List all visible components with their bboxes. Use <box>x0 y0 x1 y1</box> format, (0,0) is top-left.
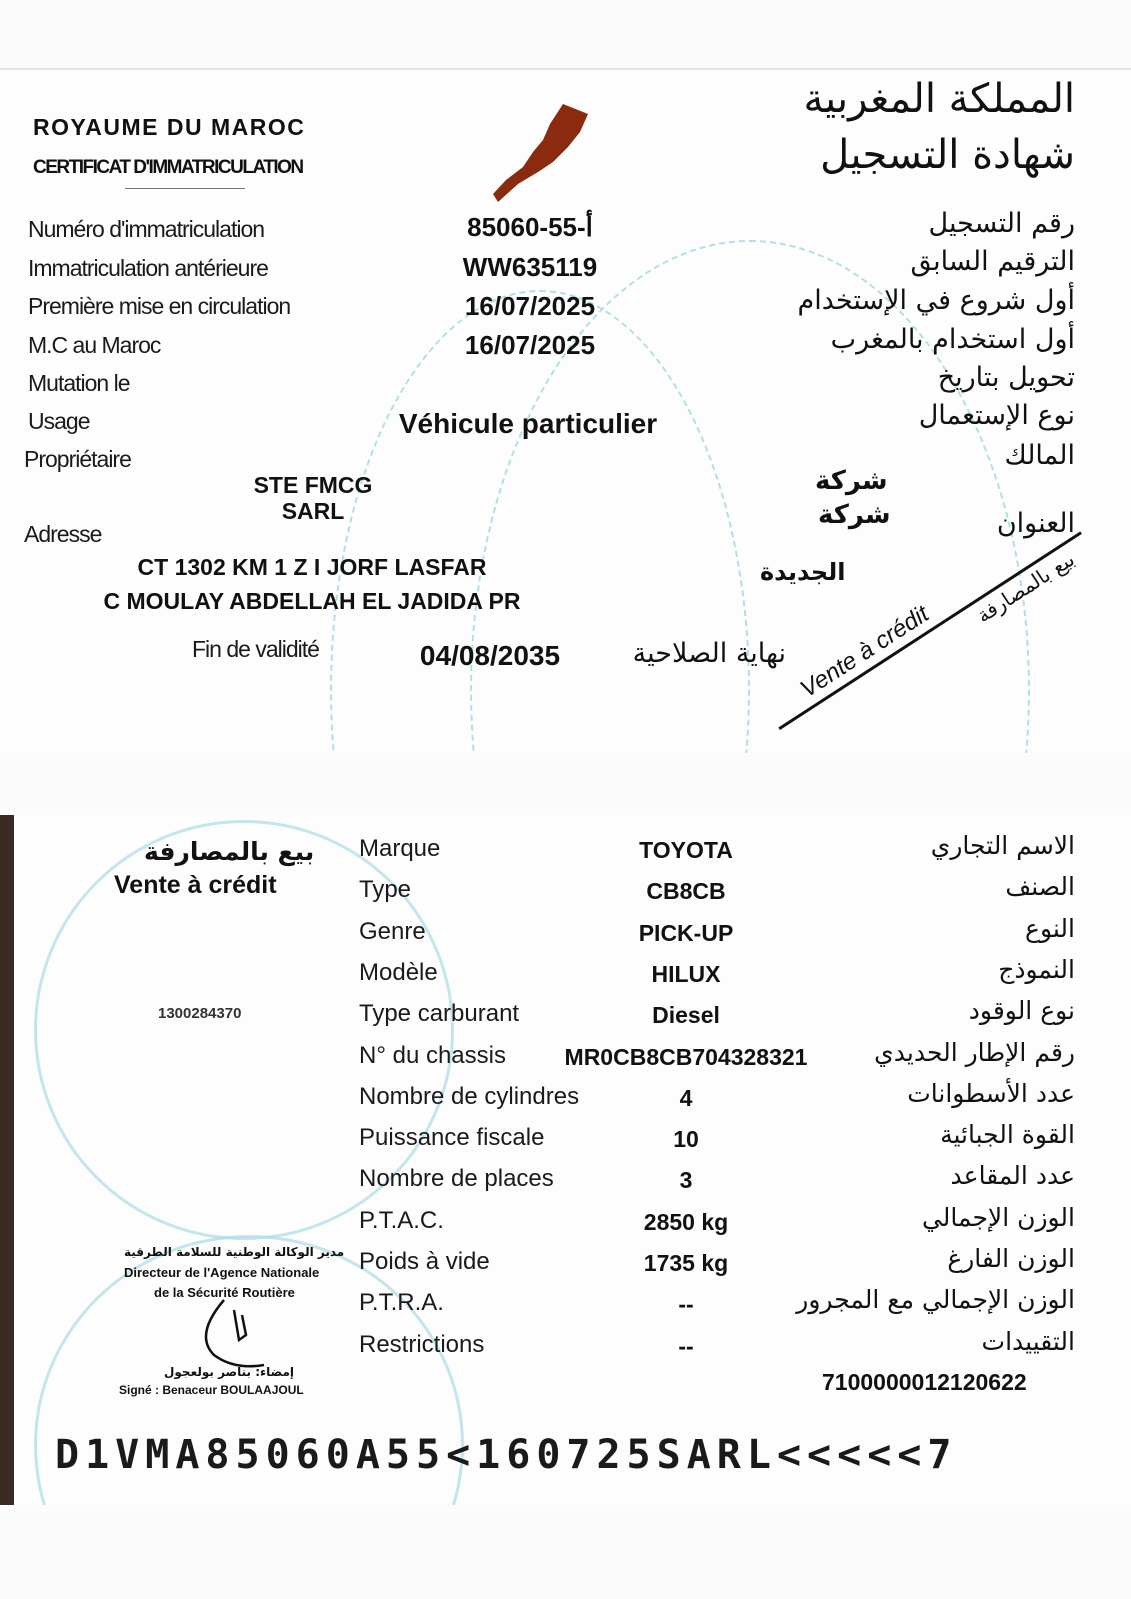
field-label: Nombre de cylindres <box>359 1082 580 1110</box>
field-label-ar: الوزن الإجمالي مع المجرور <box>796 1285 1075 1315</box>
field-label: Nombre de places <box>359 1165 554 1193</box>
field-label-ar: أول شروع في الإستخدام <box>797 285 1075 316</box>
field-label-ar: الصنف <box>1005 872 1075 902</box>
owner-name-ar: شركة <box>815 466 888 496</box>
field-label: Propriétaire <box>24 446 131 472</box>
field-label-ar: أول استخدام بالمغرب <box>830 324 1075 355</box>
field-label-ar: التقييدات <box>981 1326 1075 1356</box>
field-value: HILUX <box>651 960 721 987</box>
previous-registration: WW635119 <box>462 252 598 282</box>
address-label: Adresse <box>24 521 102 547</box>
field-value: 4 <box>679 1084 693 1111</box>
field-label-ar: رقم التسجيل <box>928 208 1075 239</box>
field-value: Diesel <box>652 1002 720 1029</box>
field-label: M.C au Maroc <box>28 332 161 358</box>
owner-name-ar: شركة <box>818 500 891 530</box>
validity-label: Fin de validité <box>192 636 319 662</box>
field-label-ar: النموذج <box>998 954 1075 984</box>
stamp-text-fr: Vente à crédit <box>795 600 934 704</box>
field-label-ar: عدد الأسطوانات <box>907 1078 1075 1108</box>
document-number: 7100000012120622 <box>822 1369 1027 1395</box>
serial-number: 1300284370 <box>158 1005 242 1022</box>
stamp-text-ar: بيع بالمصارفة <box>972 546 1079 628</box>
morocco-circulation-date: 16/07/2025 <box>464 330 596 360</box>
field-label-ar: النوع <box>1025 913 1075 943</box>
divider <box>125 188 245 189</box>
field-label-ar: المالك <box>1004 440 1075 471</box>
field-label-ar: نوع الوقود <box>968 996 1075 1026</box>
field-label: Poids à vide <box>359 1248 490 1275</box>
signed-ar: إمضاء: بناصر بولعجول <box>164 1365 295 1379</box>
registration-number: 85060-أ-55 <box>467 212 593 242</box>
field-label-ar: القوة الجبائية <box>940 1120 1075 1150</box>
first-circulation-date: 16/07/2025 <box>464 291 596 321</box>
field-label: Usage <box>28 408 90 434</box>
stamp-text-fr: Vente à crédit <box>114 871 277 899</box>
field-label: Type carburant <box>359 1000 520 1028</box>
field-label: Mutation le <box>28 370 130 396</box>
registration-card-back <box>0 815 1131 1505</box>
validity-label-ar: نهاية الصلاحية <box>632 638 786 669</box>
field-label: Genre <box>359 917 426 945</box>
field-label: Immatriculation antérieure <box>28 255 268 281</box>
field-label: Restrictions <box>359 1330 485 1358</box>
doc-title-fr: CERTIFICAT D'IMMATRICULATION <box>33 157 303 178</box>
address-label-ar: العنوان <box>996 508 1075 539</box>
address-ar: الجديدة <box>760 558 846 586</box>
field-label-ar: رقم الإطار الحديدي <box>874 1037 1075 1067</box>
field-label: Puissance fiscale <box>359 1124 545 1152</box>
address-line: CT 1302 KM 1 Z I JORF LASFAR <box>137 554 487 580</box>
machine-readable-zone: D1VMA85060A55<160725SARL<<<<<7 <box>55 1432 958 1478</box>
field-value: 3 <box>679 1167 693 1194</box>
field-label: Numéro d'immatriculation <box>28 216 265 242</box>
field-label: N° du chassis <box>359 1041 506 1069</box>
field-label: Modèle <box>359 958 438 986</box>
director-title-ar: مدير الوكالة الوطنية للسلامة الطرقية <box>124 1245 345 1259</box>
field-value: 1735 kg <box>643 1250 729 1276</box>
field-value: MR0CB8CB704328321 <box>564 1043 808 1070</box>
signed-fr: Signé : Benaceur BOULAAJOUL <box>119 1383 304 1397</box>
field-label: P.T.R.A. <box>359 1289 444 1317</box>
field-label-ar: الوزن الفارغ <box>947 1244 1075 1273</box>
field-label-ar: الوزن الإجمالي <box>921 1202 1075 1232</box>
field-label-ar: الاسم التجاري <box>930 831 1075 860</box>
field-value: PICK-UP <box>638 919 734 946</box>
field-value: 2850 kg <box>643 1208 729 1235</box>
field-label-ar: عدد المقاعد <box>950 1161 1075 1191</box>
field-value: CB8CB <box>646 878 726 905</box>
usage-value: Véhicule particulier <box>398 408 658 439</box>
owner-name: STE FMCG <box>253 472 373 498</box>
field-label-ar: تحويل بتاريخ <box>937 362 1075 393</box>
registration-card-front <box>0 68 1131 753</box>
doc-title-ar: شهادة التسجيل <box>820 132 1075 178</box>
field-label-ar: نوع الإستعمال <box>918 400 1075 431</box>
field-value: TOYOTA <box>639 837 733 863</box>
validity-date: 04/08/2035 <box>419 640 561 671</box>
field-label: Marque <box>359 835 441 862</box>
director-title-fr: Directeur de l'Agence Nationale <box>124 1265 320 1280</box>
owner-name: SARL <box>281 498 345 524</box>
field-label: P.T.A.C. <box>359 1206 444 1234</box>
morocco-map-icon <box>488 102 598 207</box>
director-title-fr: de la Sécurité Routière <box>154 1285 295 1300</box>
country-fr: ROYAUME DU MAROC <box>33 114 306 140</box>
field-label: Type <box>359 876 412 904</box>
signature <box>194 1295 274 1375</box>
field-label-ar: الترقيم السابق <box>910 246 1075 277</box>
field-value: 10 <box>673 1126 699 1153</box>
address-line: C MOULAY ABDELLAH EL JADIDA PR <box>103 588 521 614</box>
field-label: Première mise en circulation <box>28 293 291 319</box>
stamp-text-ar: بيع بالمصارفة <box>144 837 315 866</box>
country-ar: المملكة المغربية <box>803 76 1075 122</box>
field-value: -- <box>678 1291 694 1318</box>
field-value: -- <box>678 1332 694 1359</box>
